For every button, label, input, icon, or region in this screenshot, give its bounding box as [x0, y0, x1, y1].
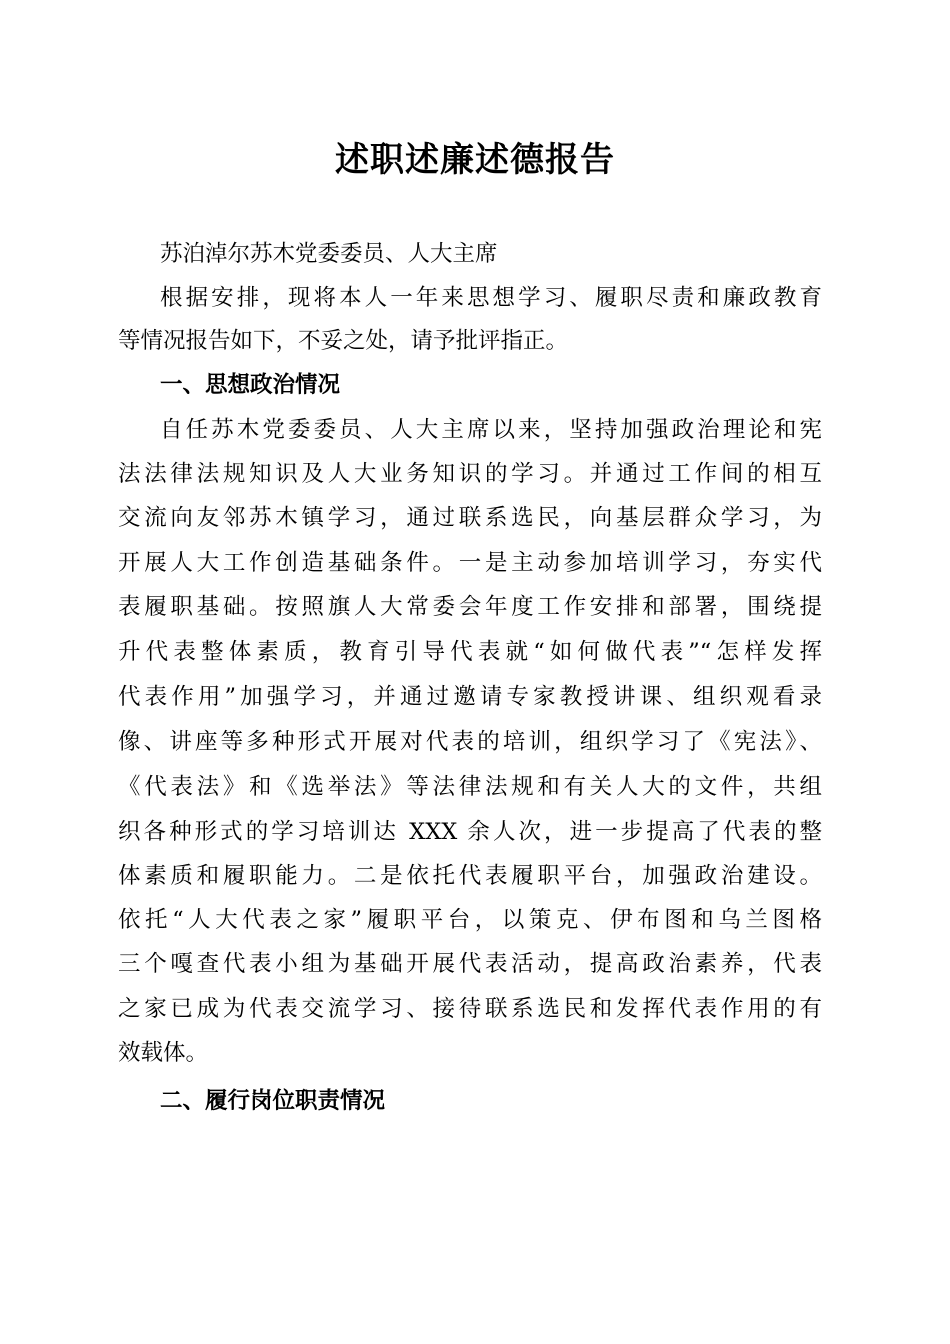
body-line: 《代表法》和《选举法》等法律法规和有关人大的文件，共组 [118, 774, 822, 800]
body-line: 表履职基础。按照旗人大常委会年度工作安排和部署，围绕提 [118, 594, 822, 620]
body-line: 法法律法规知识及人大业务知识的学习。并通过工作间的相互 [118, 461, 822, 487]
section-heading-1: 一、思想政治情况 [160, 372, 341, 398]
body-line: 之家已成为代表交流学习、接待联系选民和发挥代表作用的有 [118, 996, 822, 1022]
body-line: 自任苏木党委委员、人大主席以来，坚持加强政治理论和宪 [160, 417, 822, 443]
section-heading-2: 二、履行岗位职责情况 [160, 1088, 386, 1114]
document-title: 述职述廉述德报告 [335, 140, 615, 180]
body-line: 像、讲座等多种形式开展对代表的培训，组织学习了《宪法》、 [118, 729, 822, 755]
intro-line: 等情况报告如下，不妥之处，请予批评指正。 [118, 328, 569, 354]
intro-line: 根据安排，现将本人一年来思想学习、履职尽责和廉政教育 [160, 285, 822, 311]
body-line: 三个嘎查代表小组为基础开展代表活动，提高政治素养，代表 [118, 951, 822, 977]
body-line: 开展人大工作创造基础条件。一是主动参加培训学习，夯实代 [118, 550, 822, 576]
body-line: 体素质和履职能力。二是依托代表履职平台，加强政治建设。 [118, 863, 822, 889]
body-line: 织各种形式的学习培训达 XXX 余人次，进一步提高了代表的整 [118, 819, 822, 845]
body-line: 依托“人大代表之家”履职平台，以策克、伊布图和乌兰图格 [118, 907, 822, 933]
body-line: 升代表整体素质，教育引导代表就“如何做代表”“怎样发挥 [118, 639, 822, 665]
body-line: 效载体。 [118, 1040, 209, 1066]
body-line: 交流向友邻苏木镇学习，通过联系选民，向基层群众学习，为 [118, 505, 822, 531]
body-line: 代表作用”加强学习，并通过邀请专家教授讲课、组织观看录 [118, 684, 822, 710]
subtitle-line: 苏泊淖尔苏木党委委员、人大主席 [160, 241, 498, 267]
